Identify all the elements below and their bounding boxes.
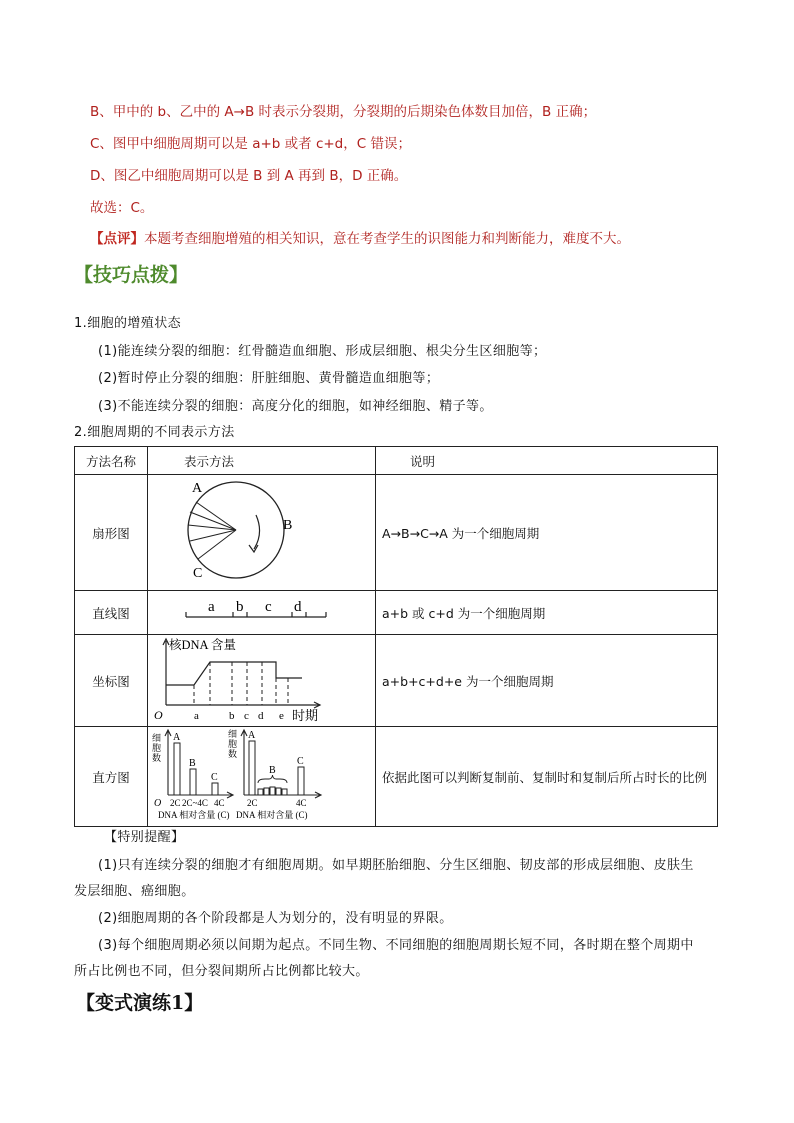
- header-representation: 表示方法: [148, 447, 376, 475]
- row-hist-desc: 依据此图可以判断复制前、复制时和复制后所占时长的比例: [376, 727, 718, 827]
- line-segment-diagram: [148, 591, 339, 631]
- coord-tick-e: e: [279, 710, 284, 722]
- comment-line: [90, 227, 630, 247]
- section2-title: 2.细胞周期的不同表示方法: [74, 425, 235, 440]
- hist-left-bar-b: B: [189, 758, 196, 769]
- hist-left-origin: O: [154, 798, 162, 809]
- pie-label-a: A: [192, 481, 203, 496]
- row-pie-name: 扇形图: [75, 475, 148, 591]
- row-line-desc: a+b 或 c+d 为一个细胞周期: [376, 591, 718, 635]
- hist-right-bar-b: B: [269, 765, 276, 776]
- row-pie-figure: [148, 475, 376, 591]
- reminder-item-2: (2)细胞周期的各个阶段都是人为划分的，没有明显的界限。: [98, 911, 453, 926]
- coord-tick-c: c: [244, 710, 249, 722]
- hist-left-bar-c: C: [211, 772, 218, 783]
- coord-tick-d: d: [258, 710, 264, 722]
- table-header-row: [75, 447, 718, 475]
- pie-label-b: B: [283, 518, 293, 533]
- tips-heading: 【技巧点拨】: [74, 264, 189, 286]
- hist-right-bar-a: A: [248, 730, 256, 741]
- comment-tag: 【点评】: [90, 231, 144, 247]
- hist-right-x-label: DNA 相对含量 (C): [236, 810, 308, 820]
- table-row-histogram: [75, 727, 718, 827]
- answer-line-b: B、甲中的 b、乙中的 A→B 时表示分裂期，分裂期的后期染色体数目加倍，B 正确；: [90, 104, 597, 120]
- dna-content-graph: [148, 635, 339, 723]
- row-hist-name: 直方图: [75, 727, 148, 827]
- hist-right-tick-2c: 2C: [247, 798, 258, 808]
- pie-cycle-diagram: [148, 475, 339, 587]
- row-hist-figure: [148, 727, 376, 827]
- hist-right-bar-c: C: [297, 756, 304, 767]
- row-coord-figure: [148, 635, 376, 727]
- cell-cycle-methods-table: [74, 446, 718, 827]
- section1-item-3: (3)不能连续分裂的细胞：高度分化的细胞，如神经细胞、精子等。: [98, 399, 493, 414]
- answer-line-d: D、图乙中细胞周期可以是 B 到 A 再到 B，D 正确。: [90, 168, 408, 184]
- hist-left-x-label: DNA 相对含量 (C): [158, 810, 230, 820]
- table-row-pie: [75, 475, 718, 591]
- comment-text: 本题考查细胞增殖的相关知识，意在考查学生的识图能力和判断能力，难度不大。: [144, 231, 630, 247]
- hist-left-bar-a: A: [173, 732, 181, 743]
- header-method-name: 方法名称: [75, 447, 148, 475]
- coord-y-label: 核DNA 含量: [169, 638, 237, 652]
- row-coord-desc: a+b+c+d+e 为一个细胞周期: [376, 635, 718, 727]
- dna-histogram: [148, 727, 339, 823]
- answer-line-c: C、图甲中细胞周期可以是 a+b 或者 c+d，C 错误；: [90, 136, 411, 152]
- hist-left-tick-mid: 2C~4C: [182, 798, 208, 808]
- line-label-c: c: [265, 599, 272, 615]
- hist-right-tick-4c: 4C: [296, 798, 307, 808]
- row-pie-desc: A→B→C→A 为一个细胞周期: [376, 475, 718, 591]
- coord-origin: O: [154, 708, 163, 722]
- line-label-d: d: [294, 599, 302, 615]
- reminder-item-3b: 所占比例也不同，但分裂间期所占比例都比较大。: [74, 964, 369, 979]
- section1-item-2: (2)暂时停止分裂的细胞：肝脏细胞、黄骨髓造血细胞等；: [98, 371, 440, 386]
- coord-x-label: 时期: [292, 708, 319, 723]
- reminder-title: 【特别提醒】: [104, 830, 185, 845]
- reminder-item-1a: (1)只有连续分裂的细胞才有细胞周期。如早期胚胎细胞、分生区细胞、韧皮部的形成层细胞、皮肤生: [98, 858, 694, 873]
- row-line-name: 直线图: [75, 591, 148, 635]
- coord-tick-b: b: [229, 710, 235, 722]
- section1-item-1: (1)能连续分裂的细胞：红骨髓造血细胞、形成层细胞、根尖分生区细胞等；: [98, 344, 547, 359]
- line-label-a: a: [208, 599, 215, 615]
- line-label-b: b: [236, 599, 244, 615]
- hist-right-y-label: 细胞数: [228, 729, 238, 759]
- header-explanation: 说明: [376, 447, 718, 475]
- hist-left-tick-4c: 4C: [214, 798, 225, 808]
- answer-choice: 故选：C。: [90, 200, 154, 216]
- pie-label-c: C: [193, 566, 203, 581]
- row-coord-name: 坐标图: [75, 635, 148, 727]
- final-heading: 【变式演练1】: [76, 992, 204, 1014]
- table-row-line: [75, 591, 718, 635]
- table-row-coordinate: [75, 635, 718, 727]
- coord-tick-a: a: [194, 710, 199, 722]
- row-line-figure: [148, 591, 376, 635]
- reminder-item-1b: 发层细胞、癌细胞。: [74, 884, 195, 899]
- hist-left-y-label: 细胞数: [152, 733, 162, 763]
- reminder-item-3a: (3)每个细胞周期必须以间期为起点。不同生物、不同细胞的细胞周期长短不同，各时期在整个周期中: [98, 938, 694, 953]
- hist-left-tick-2c: 2C: [170, 798, 181, 808]
- section1-title: 1.细胞的增殖状态: [74, 316, 182, 331]
